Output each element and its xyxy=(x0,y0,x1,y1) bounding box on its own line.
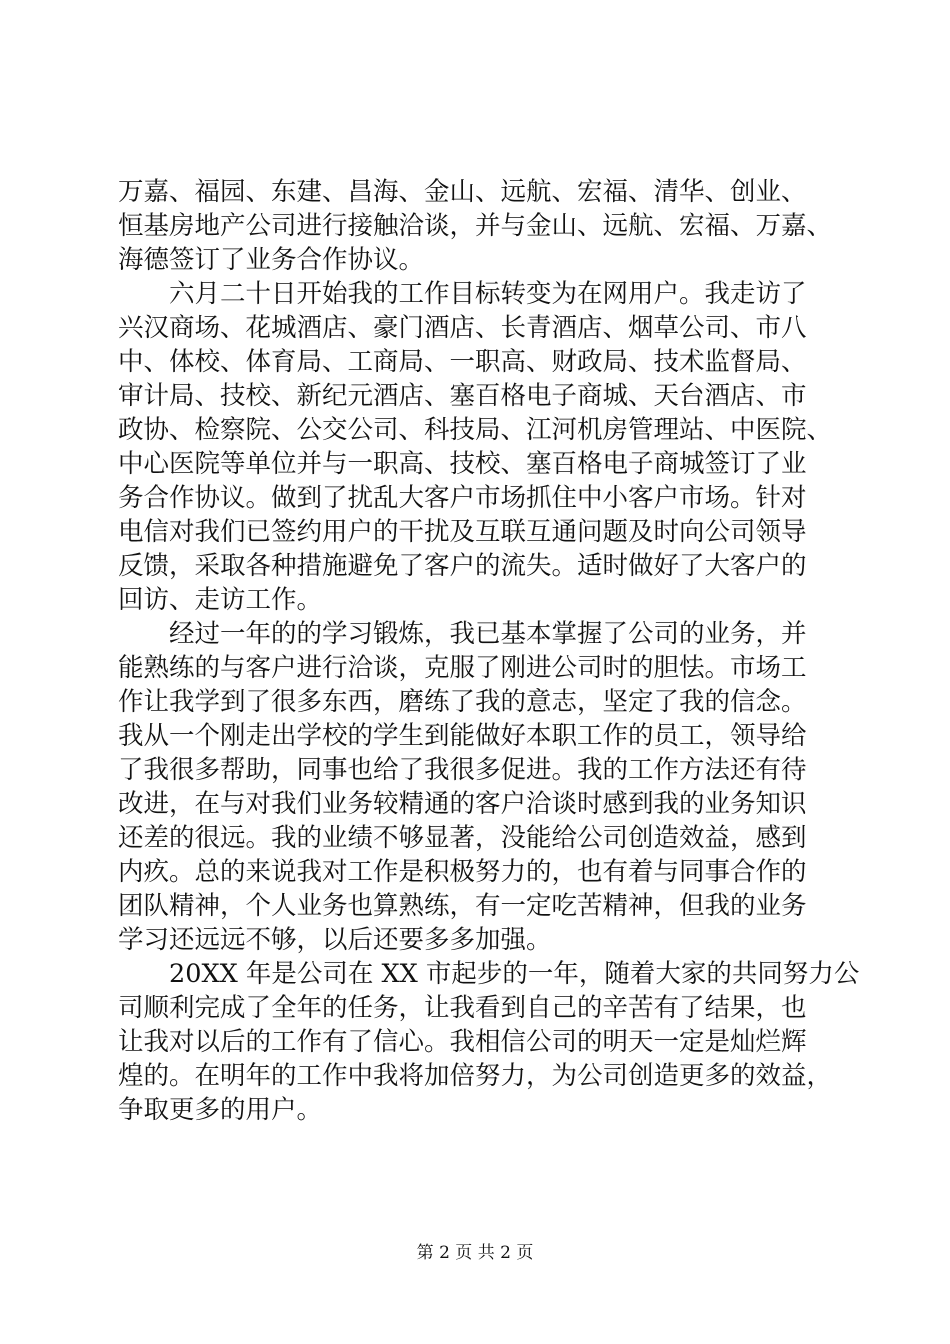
text-line: 电信对我们已签约用户的干扰及互联互通问题及时向公司领导 xyxy=(118,517,807,547)
text-line: 改进，在与对我们业务较精通的客户洽谈时感到我的业务知识 xyxy=(118,789,807,819)
text-line: 经过一年的的学习锻炼，我已基本掌握了公司的业务，并 xyxy=(118,619,807,649)
text-line: 内疚。总的来说我对工作是积极努力的，也有着与同事合作的 xyxy=(118,857,807,887)
text-line: 煌的。在明年的工作中我将加倍努力，为公司创造更多的效益， xyxy=(118,1061,833,1091)
text-line: 六月二十日开始我的工作目标转变为在网用户。我走访了 xyxy=(118,279,807,309)
text-line: 争取更多的用户。 xyxy=(118,1095,323,1125)
text-line: 政协、检察院、公交公司、科技局、江河机房管理站、中医院、 xyxy=(118,415,833,445)
text-line: 反馈，采取各种措施避免了客户的流失。适时做好了大客户的 xyxy=(118,551,807,581)
body-text xyxy=(118,175,860,1127)
text-line: 务合作协议。做到了扰乱大客户市场抓住中小客户市场。针对 xyxy=(118,483,807,513)
text-line: 中、体校、体育局、工商局、一职高、财政局、技术监督局、 xyxy=(118,347,807,377)
text-line: 我从一个刚走出学校的学生到能做好本职工作的员工，领导给 xyxy=(118,721,807,751)
text-line: 能熟练的与客户进行洽谈，克服了刚进公司时的胆怯。市场工 xyxy=(118,653,807,683)
text-line: 学习还远远不够，以后还要多多加强。 xyxy=(118,925,552,955)
text-line: 回访、走访工作。 xyxy=(118,585,323,615)
text-line: 了我很多帮助，同事也给了我很多促进。我的工作方法还有待 xyxy=(118,755,807,785)
text-line: 还差的很远。我的业绩不够显著，没能给公司创造效益，感到 xyxy=(118,823,807,853)
text-line: 恒基房地产公司进行接触洽谈，并与金山、远航、宏福、万嘉、 xyxy=(118,211,833,241)
text-line: 团队精神，个人业务也算熟练，有一定吃苦精神，但我的业务 xyxy=(118,891,807,921)
text-line: 20XX 年是公司在 XX 市起步的一年，随着大家的共同努力公 xyxy=(118,959,860,989)
text-line: 兴汉商场、花城酒店、豪门酒店、长青酒店、烟草公司、市八 xyxy=(118,313,807,343)
text-line: 审计局、技校、新纪元酒店、塞百格电子商城、天台酒店、市 xyxy=(118,381,807,411)
text-line: 中心医院等单位并与一职高、技校、塞百格电子商城签订了业 xyxy=(118,449,807,479)
text-line: 司顺利完成了全年的任务，让我看到自己的辛苦有了结果，也 xyxy=(118,993,807,1023)
text-line: 万嘉、福园、东建、昌海、金山、远航、宏福、清华、创业、 xyxy=(118,177,807,207)
text-line: 作让我学到了很多东西，磨练了我的意志，坚定了我的信念。 xyxy=(118,687,807,717)
text-line: 海德签订了业务合作协议。 xyxy=(118,245,425,275)
page-footer: 第 2 页 共 2 页 xyxy=(416,1243,534,1263)
text-line: 让我对以后的工作有了信心。我相信公司的明天一定是灿烂辉 xyxy=(118,1027,807,1057)
